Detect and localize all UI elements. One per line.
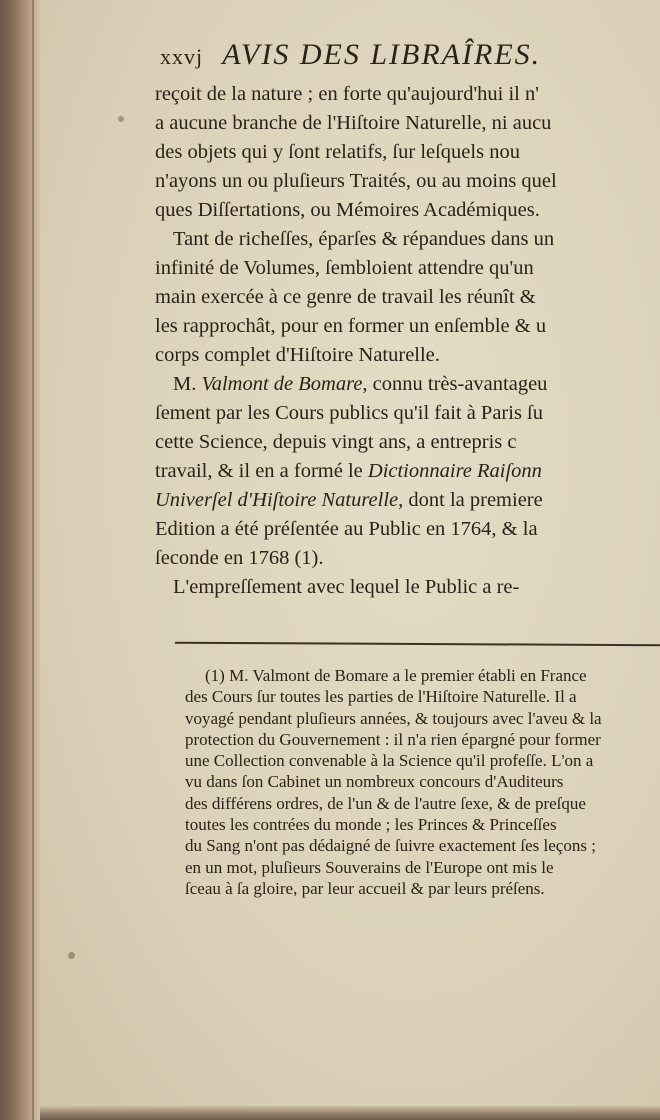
italic-segment: Valmont de Bomare (201, 373, 363, 395)
footnote-line: une Collection convenable à la Science qu'il profeſſe. L'on a (185, 751, 594, 771)
footnote-line: des différens ordres, de l'un & de l'autre ſexe, & de preſque (185, 793, 586, 813)
text-line: Edition a été préſentée au Public en 1764, & la (155, 518, 538, 540)
text-line: Tant de richeſſes, éparſes & répandues dans un (173, 228, 555, 250)
footnote-line: voyagé pendant pluſieurs années, & toujours avec l'aveu & la (185, 708, 602, 728)
footnote-line: protection du Gouvernement : il n'a rien épargné pour former (185, 729, 601, 749)
page-number: xxvj (160, 44, 204, 69)
italic-segment: Dictionnaire Raiſonn (367, 460, 542, 482)
text-line: a aucune branche de l'Hiſtoire Naturelle, ni aucu (155, 112, 552, 134)
italic-segment: Univerſel d'Hiſtoire Naturelle (155, 489, 399, 511)
footnote-line: ſceau à ſa gloire, par leur accueil & par leurs préſens. (185, 878, 545, 898)
text-line: des objets qui y ſont relatifs, ſur leſquels nou (155, 141, 520, 163)
text-line: les rapprochât, pour en former un enſemble & u (155, 315, 547, 337)
text-line (155, 486, 660, 515)
text-line: infinité de Volumes, ſembloient attendre qu'un (155, 257, 534, 279)
footnote-line: en un mot, pluſieurs Souverains de l'Europe ont mis le (185, 857, 554, 877)
paper-spot (68, 952, 75, 959)
footnote-line: toutes les contrées du monde ; les Princes & Princeſſes (185, 815, 557, 835)
footnote-line: des Cours ſur toutes les parties de l'Hiſtoire Naturelle. Il a (185, 687, 577, 707)
text-line: n'ayons un ou pluſieurs Traités, ou au moins quel (155, 170, 557, 192)
footnote-line: (1) M. Valmont de Bomare a le premier établi en France (205, 666, 587, 685)
footnote-line: vu dans ſon Cabinet un nombreux concours d'Auditeurs (185, 772, 564, 792)
main-text (155, 80, 660, 602)
page-header (160, 38, 541, 72)
text-line (155, 457, 660, 486)
text-line (155, 370, 660, 399)
running-title: AVIS DES LIBRAÎRES. (222, 38, 542, 71)
text-line: ques Diſſertations, ou Mémoires Académiques. (155, 199, 540, 221)
book-binding-edge (0, 0, 40, 1120)
text-segment: travail, & il en a formé le (155, 460, 368, 482)
text-segment: , dont la premiere (398, 489, 543, 511)
page-bottom-edge (40, 1106, 660, 1120)
footnote-line: du Sang n'ont pas dédaigné de ſuivre exactement ſes leçons ; (185, 836, 596, 856)
text-line: ſement par les Cours publics qu'il fait à Paris ſu (155, 402, 543, 424)
text-segment: , connu très-avantageu (362, 373, 548, 395)
text-line: corps complet d'Hiſtoire Naturelle. (155, 344, 440, 366)
text-segment: M. (173, 373, 202, 395)
text-line: cette Science, depuis vingt ans, a entrepris c (155, 431, 517, 453)
footnote (185, 665, 660, 899)
text-line: reçoit de la nature ; en forte qu'aujourd'hui il n' (155, 83, 539, 105)
text-line: L'empreſſement avec lequel le Public a re- (173, 576, 520, 598)
text-line: main exercée à ce genre de travail les réunît & (155, 286, 536, 308)
paper-spot (118, 116, 124, 122)
text-line: ſeconde en 1768 (1). (155, 547, 324, 569)
